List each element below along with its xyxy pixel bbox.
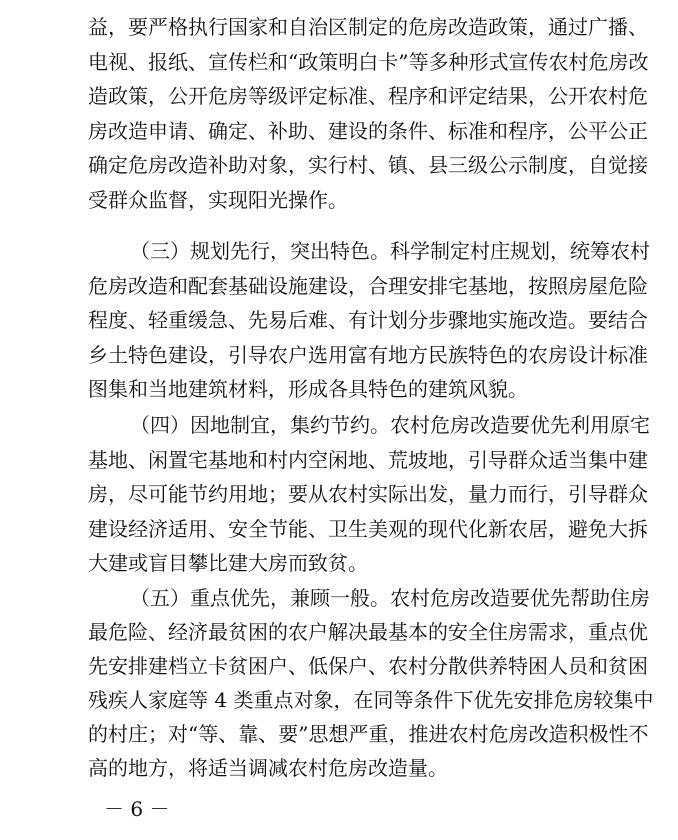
paragraph-line: 建设经济适用、安全节能、卫生美观的现代化新农居，避免大拆 (88, 517, 648, 541)
paragraph-line: 大建或盲目攀比建大房而致贫。 (88, 551, 368, 575)
paragraph-line: 危房改造和配套基础设施建设，合理安排宅基地，按照房屋危险 (88, 274, 648, 298)
paragraph-line: 程度、轻重缓急、先易后难、有计划分步骤地实施改造。要结合 (88, 308, 648, 332)
paragraph-line: 电视、报纸、宣传栏和“政策明白卡”等多种形式宣传农村危房改 (88, 50, 649, 74)
paragraph-line: 的村庄；对“等、靠、要”思想严重，推进农村危房改造积极性不 (88, 722, 649, 746)
paragraph-line: 高的地方，将适当调减农村危房改造量。 (88, 756, 448, 780)
paragraph-line: （三）规划先行，突出特色。科学制定村庄规划，统筹农村 (130, 239, 650, 263)
paragraph-line: （四）因地制宜，集约节约。农村危房改造要优先利用原宅 (130, 413, 650, 437)
paragraph-line: 确定危房改造补助对象，实行村、镇、县三级公示制度，自觉接 (88, 153, 648, 177)
paragraph-line: 先安排建档立卡贫困户、低保户、农村分散供养特困人员和贫困 (88, 654, 648, 678)
paragraph-line: 房，尽可能节约用地；要从农村实际出发，量力而行，引导群众 (88, 482, 648, 506)
paragraph-line: 最危险、经济最贫困的农户解决最基本的安全住房需求，重点优 (88, 620, 648, 644)
paragraph-line: 造政策，公开危房等级评定标准、程序和评定结果，公开农村危 (88, 84, 648, 108)
paragraph-line: （五）重点优先，兼顾一般。农村危房改造要优先帮助住房 (130, 586, 650, 610)
paragraph-line: 益，要严格执行国家和自治区制定的危房改造政策，通过广播、 (88, 15, 648, 39)
page-number: － 6 － (104, 797, 170, 821)
paragraph-line: 图集和当地建筑材料，形成各具特色的建筑风貌。 (88, 377, 528, 401)
paragraph-line: 房改造申请、确定、补助、建设的条件、标准和程序，公平公正 (88, 119, 648, 143)
paragraph-line: 受群众监督，实现阳光操作。 (88, 188, 348, 212)
paragraph-line: 残疾人家庭等 4 类重点对象，在同等条件下优先安排危房较集中 (88, 688, 654, 712)
paragraph-line: 基地、闲置宅基地和村内空闲地、荒坡地，引导群众适当集中建 (88, 448, 648, 472)
paragraph-line: 乡土特色建设，引导农户选用富有地方民族特色的农房设计标准 (88, 343, 648, 367)
